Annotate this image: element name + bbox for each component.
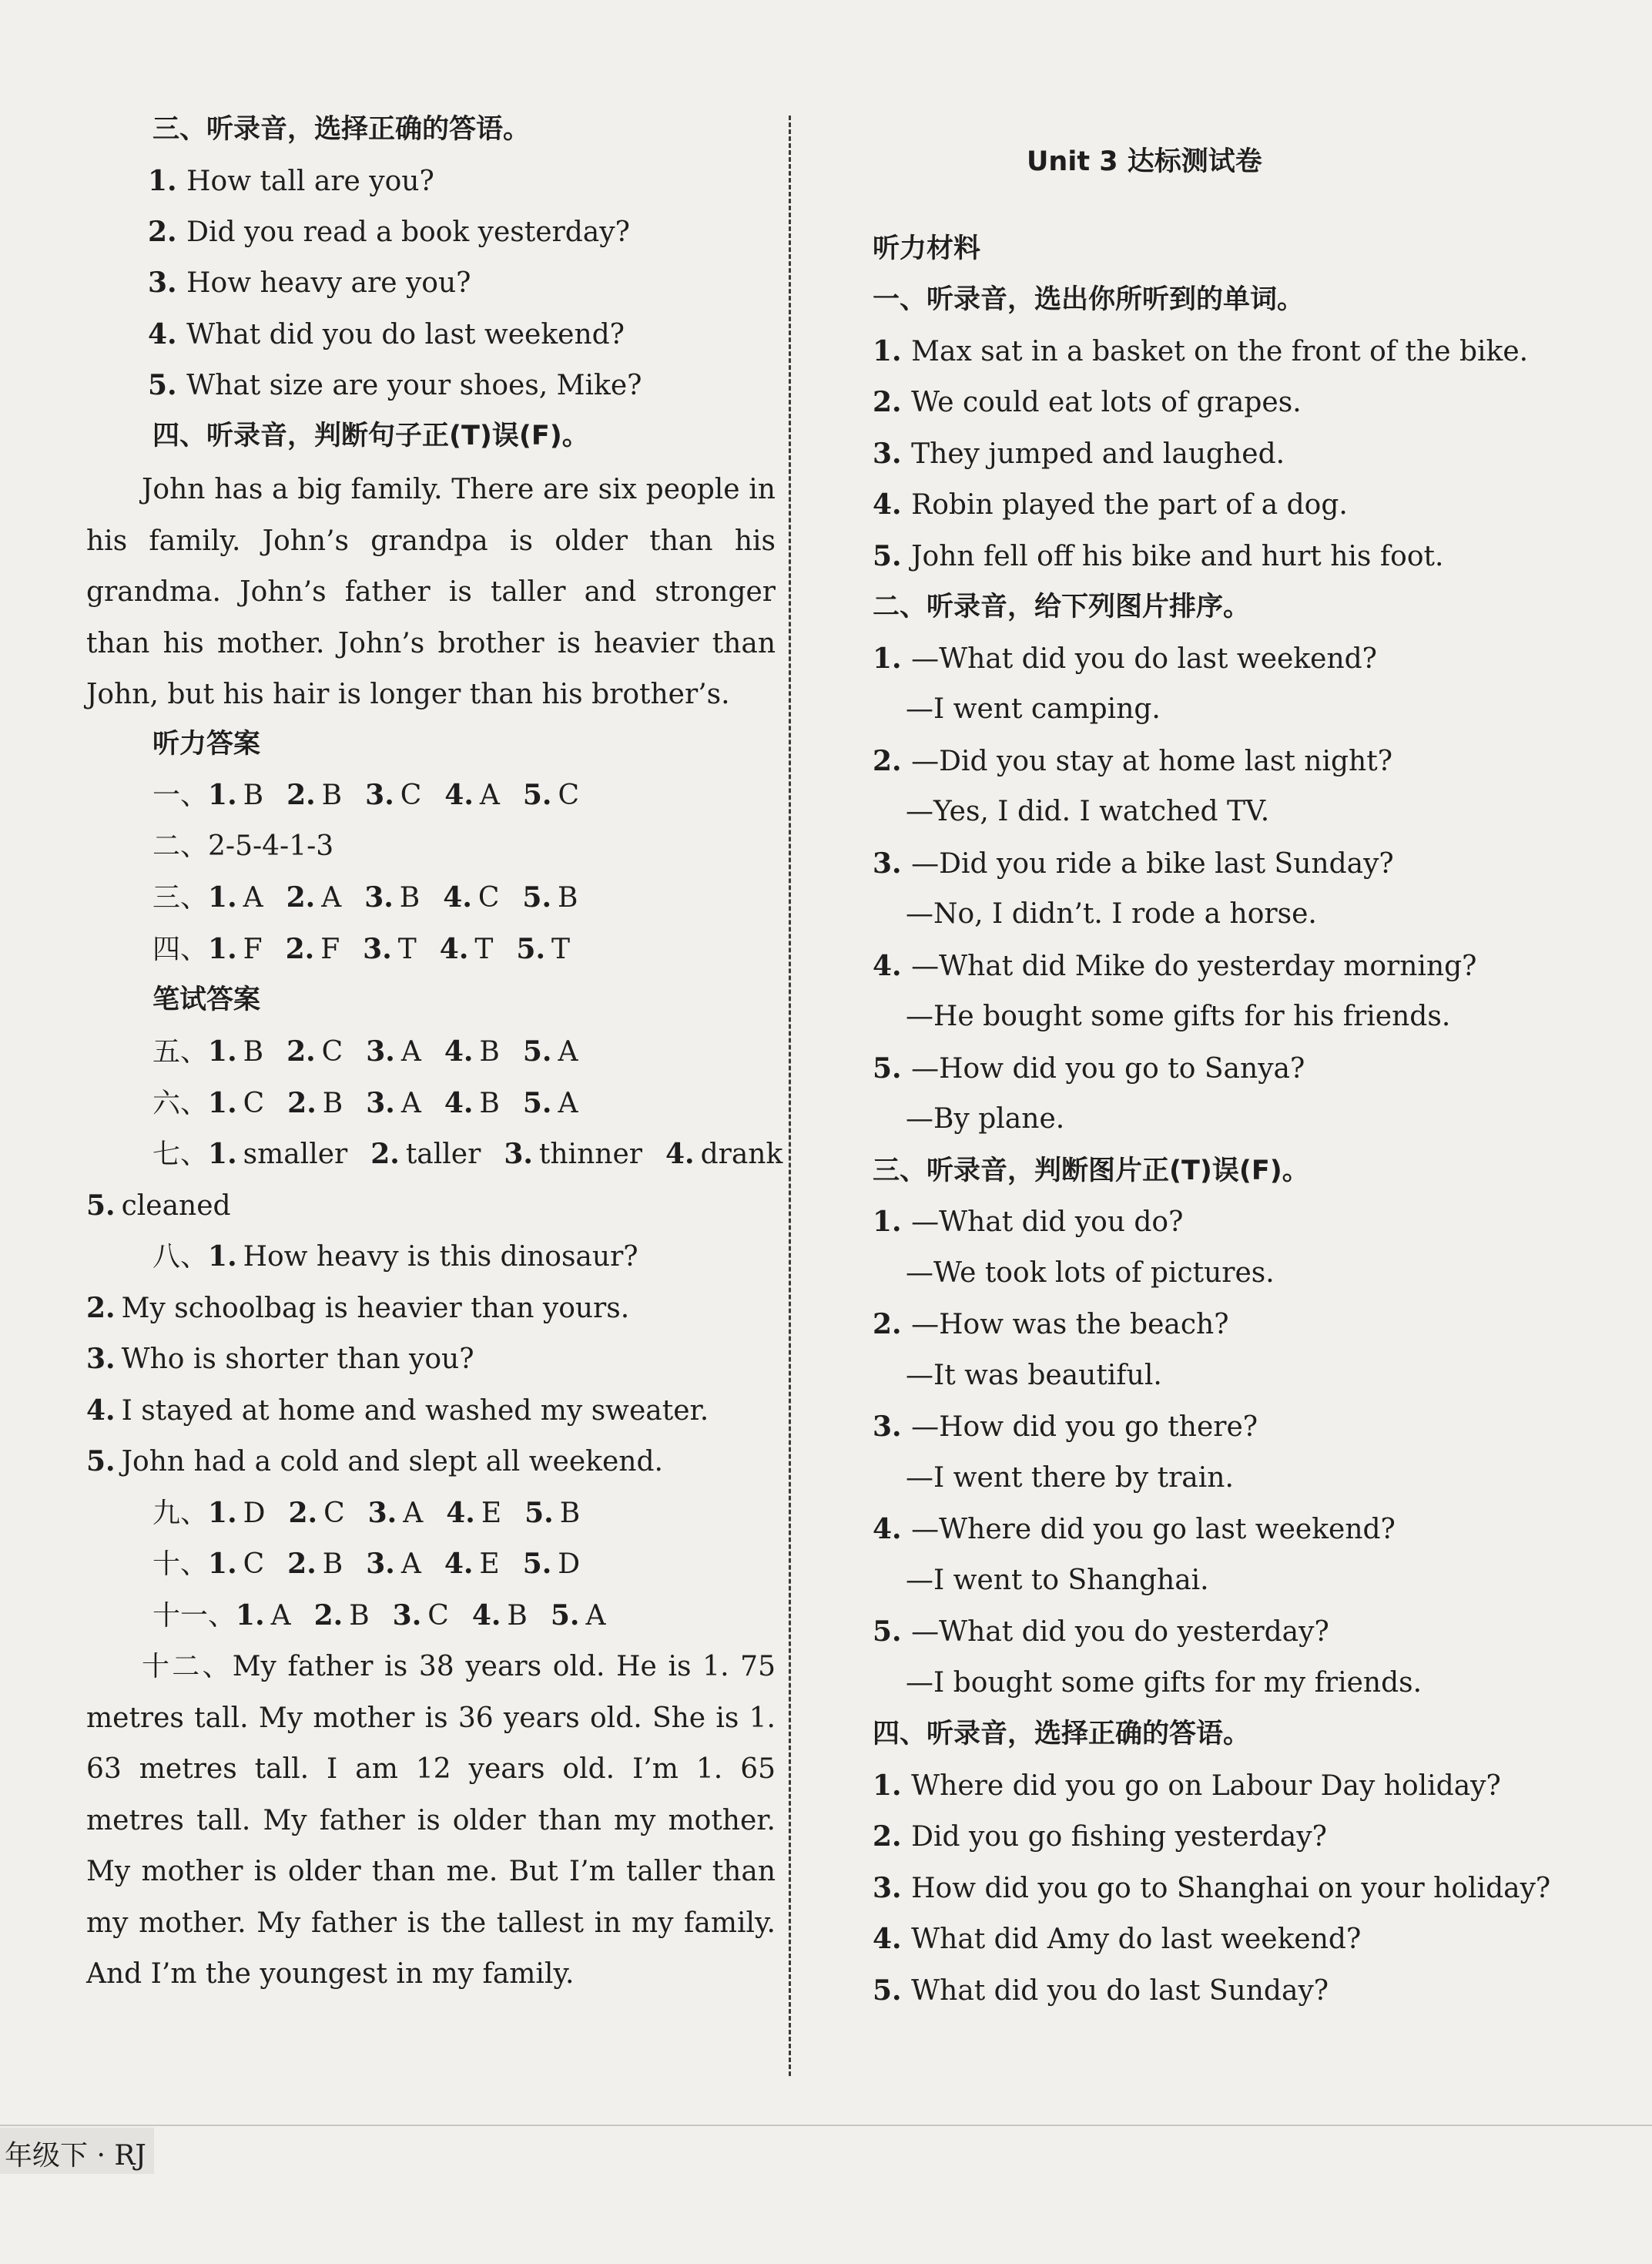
- answer-item: [287, 882, 342, 914]
- answer-number: 4.: [439, 932, 469, 965]
- list-item: [906, 1102, 1064, 1136]
- list-item: [906, 1666, 1422, 1700]
- list-item: [873, 1922, 1361, 1957]
- answer-value: T: [551, 933, 570, 965]
- answer-line: [86, 1189, 231, 1223]
- answer-number: 4.: [444, 1086, 474, 1119]
- item-text: —I went there by train.: [906, 1461, 1234, 1494]
- item-text: What did you do last Sunday?: [911, 1974, 1329, 2007]
- item-text: —Did you stay at home last night?: [911, 745, 1392, 777]
- answer-item: [504, 1139, 642, 1170]
- list-item: [906, 1256, 1275, 1290]
- answer-item: [440, 934, 494, 965]
- answer-number: 1.: [208, 1548, 237, 1580]
- list-item: [873, 1615, 1329, 1649]
- answer-item: [208, 882, 263, 914]
- answer-value: A: [558, 1087, 578, 1119]
- answer-item: [208, 1088, 264, 1119]
- answer-item: [86, 1190, 231, 1222]
- list-item: [873, 1871, 1550, 1906]
- answer-prefix: 五、: [152, 1036, 209, 1068]
- list-item: [873, 437, 1285, 471]
- answer-line: [152, 1496, 580, 1531]
- answer-number: 3.: [86, 1343, 116, 1375]
- list-item: [873, 539, 1443, 574]
- answer-number: 3.: [366, 1086, 395, 1119]
- answer-value: cleaned: [121, 1189, 231, 1222]
- column-divider: [789, 116, 791, 2076]
- list-item: [873, 1769, 1501, 1803]
- answer-item: [523, 1088, 578, 1119]
- list-item: [873, 1512, 1396, 1547]
- answer-item: [472, 1600, 528, 1632]
- answer-line: [152, 778, 579, 813]
- answer-value: B: [507, 1599, 528, 1632]
- item-text: Max sat in a basket on the front of the bike.: [911, 335, 1529, 367]
- list-item: [906, 897, 1317, 931]
- item-text: —No, I didn’t. I rode a horse.: [906, 898, 1317, 930]
- item-text: —What did you do?: [911, 1206, 1184, 1238]
- item-number: 2.: [873, 1308, 912, 1340]
- answer-value: C: [243, 1548, 265, 1580]
- list-item: 4. What did you do last weekend?: [148, 318, 625, 351]
- answer-number: 5.: [524, 1496, 554, 1529]
- item-text: How did you go to Shanghai on your holiday?: [911, 1872, 1551, 1904]
- answer-number: 4.: [443, 881, 472, 914]
- answer-value: F: [320, 933, 340, 965]
- list-item: [873, 847, 1394, 881]
- answer-number: 4.: [665, 1138, 695, 1170]
- answer-value: A: [400, 1036, 421, 1068]
- page-title: Unit 3 达标测试卷: [1027, 146, 1262, 177]
- answer-item: [366, 1036, 421, 1068]
- footer-label-text: 年级下 · RJ: [5, 2140, 146, 2172]
- answer-value: B: [399, 882, 421, 914]
- answer-value: C: [400, 780, 422, 811]
- section-4-heading: 四、听录音，判断句子正(T)误(F)。: [152, 421, 589, 451]
- answer-number: 5.: [522, 1086, 552, 1119]
- answer-line: [152, 1598, 605, 1633]
- answer-number: 1.: [236, 1598, 265, 1632]
- list-item: 1. How tall are you?: [148, 165, 434, 197]
- answer-value: Who is shorter than you?: [121, 1343, 474, 1375]
- answer-number: 1.: [208, 1240, 237, 1273]
- answer-value: T: [474, 933, 494, 965]
- item-text: Did you go fishing yesterday?: [911, 1821, 1327, 1853]
- list-item: [873, 1974, 1329, 2008]
- answer-line: [152, 1137, 782, 1172]
- item-number: 4.: [873, 949, 912, 982]
- item-text: —What did you do yesterday?: [911, 1616, 1329, 1648]
- answer-number: 1.: [208, 1496, 237, 1529]
- section-heading: 二、听录音，给下列图片排序。: [873, 592, 1251, 622]
- list-item: 2. Did you read a book yesterday?: [148, 216, 630, 248]
- answer-value: B: [322, 1087, 343, 1119]
- answer-value: F: [243, 933, 263, 965]
- list-item: [873, 1410, 1258, 1444]
- answer-value: A: [403, 1497, 424, 1529]
- item-text: We could eat lots of grapes.: [911, 387, 1302, 418]
- answer-item: [86, 1446, 663, 1477]
- answer-number: 3.: [504, 1138, 533, 1170]
- item-number: 5.: [873, 1974, 912, 2007]
- item-text: Where did you go on Labour Day holiday?: [911, 1769, 1501, 1802]
- answer-item: [86, 1293, 629, 1324]
- section-heading: 四、听录音，选择正确的答语。: [873, 1719, 1251, 1749]
- answer-value: C: [558, 780, 580, 811]
- answer-value: B: [558, 882, 578, 914]
- answer-item: [524, 1498, 580, 1529]
- written-answers-heading: 笔试答案: [152, 984, 261, 1015]
- answer-item: [444, 1088, 500, 1119]
- answer-item: [86, 1343, 474, 1375]
- item-text: —It was beautiful.: [906, 1359, 1162, 1391]
- list-item: [906, 1461, 1234, 1495]
- answer-number: 5.: [86, 1445, 116, 1477]
- list-item: 3. How heavy are you?: [148, 267, 471, 299]
- answer-number: 1.: [208, 932, 237, 965]
- answer-item: [368, 1498, 424, 1529]
- section-12-prefix: 十二、: [142, 1651, 233, 1682]
- answer-number: 5.: [522, 1548, 552, 1580]
- answer-prefix: 十一、: [152, 1599, 236, 1632]
- answer-item: [370, 1139, 481, 1170]
- answer-line: [152, 1035, 578, 1069]
- answer-value: A: [270, 1599, 291, 1632]
- item-number: 3.: [873, 847, 912, 880]
- answer-item: [208, 1036, 263, 1068]
- list-item: [906, 1564, 1209, 1598]
- answer-item: [287, 1088, 343, 1119]
- list-item: [873, 1307, 1229, 1342]
- answer-number: 2.: [86, 1291, 116, 1324]
- answer-item: [287, 780, 342, 811]
- item-number: 4.: [873, 1513, 912, 1545]
- answer-item: [366, 1548, 421, 1580]
- answer-number: 3.: [366, 1548, 395, 1580]
- answer-value: B: [559, 1497, 581, 1529]
- answer-number: 1.: [208, 881, 237, 914]
- answer-number: 2.: [285, 932, 315, 965]
- answer-item: [208, 1498, 265, 1529]
- list-item: 5. What size are your shoes, Mike?: [148, 369, 642, 401]
- answer-value: E: [481, 1497, 502, 1529]
- answer-value: C: [323, 1497, 345, 1529]
- answer-number: 5.: [86, 1189, 116, 1222]
- answer-value: smaller: [243, 1139, 348, 1170]
- item-text: —I went to Shanghai.: [906, 1564, 1209, 1596]
- answer-number: 1.: [208, 1086, 237, 1119]
- answer-item: [288, 1498, 344, 1529]
- answer-number: 5.: [522, 881, 551, 914]
- answer-value: C: [321, 1036, 343, 1068]
- answer-item: [208, 1548, 264, 1580]
- answer-number: 2.: [287, 1548, 317, 1580]
- answer-value: I stayed at home and washed my sweater.: [121, 1394, 709, 1427]
- answer-number: 4.: [444, 1035, 474, 1068]
- answer-number: 5.: [522, 779, 552, 811]
- answer-value: C: [427, 1599, 449, 1632]
- item-number: 2.: [873, 386, 912, 418]
- answer-line: [152, 830, 333, 864]
- answer-value: How heavy is this dinosaur?: [243, 1241, 638, 1273]
- answer-line: [152, 1086, 578, 1121]
- answer-prefix: 一、: [152, 780, 209, 811]
- answer-prefix: 十、: [152, 1548, 209, 1580]
- answer-number: 5.: [522, 1035, 552, 1068]
- item-text: They jumped and laughed.: [911, 438, 1285, 470]
- answer-number: 4.: [471, 1598, 501, 1632]
- answer-number: 1.: [208, 779, 237, 811]
- item-text: —I went camping.: [906, 693, 1161, 725]
- answer-prefix: 三、: [152, 882, 209, 914]
- answer-value: C: [243, 1087, 265, 1119]
- answer-line: [86, 1291, 629, 1326]
- item-text: —I bought some gifts for my friends.: [906, 1666, 1422, 1699]
- answer-number: 3.: [366, 1035, 395, 1068]
- answer-number: 3.: [363, 932, 392, 965]
- answer-item: [516, 934, 570, 965]
- item-number: 1.: [873, 1206, 912, 1238]
- item-number: 5.: [873, 1052, 912, 1085]
- list-item: [873, 744, 1392, 779]
- answer-item: [365, 780, 421, 811]
- list-item: [873, 385, 1302, 420]
- answer-text: 2-5-4-1-3: [208, 830, 334, 862]
- item-number: 4.: [873, 1923, 912, 1955]
- list-item: [873, 1205, 1183, 1239]
- answer-line: [86, 1342, 474, 1377]
- answer-value: A: [400, 1087, 421, 1119]
- section-12-paragraph: [86, 1642, 776, 2001]
- item-text: Robin played the part of a dog.: [911, 489, 1348, 521]
- item-number: 1.: [873, 1769, 912, 1802]
- answer-line: [86, 1394, 709, 1428]
- answer-prefix: 四、: [152, 933, 209, 965]
- answer-prefix: 六、: [152, 1087, 209, 1119]
- answer-number: 1.: [208, 1035, 237, 1068]
- answer-number: 5.: [550, 1598, 580, 1632]
- section-3-heading: 三、听录音，选择正确的答语。: [152, 114, 531, 145]
- answer-value: B: [243, 1036, 264, 1068]
- item-text: —How was the beach?: [911, 1309, 1229, 1340]
- section-heading: 一、听录音，选出你所听到的单词。: [873, 284, 1305, 315]
- answer-number: 3.: [364, 881, 394, 914]
- answer-item: [363, 934, 417, 965]
- item-text: —We took lots of pictures.: [906, 1256, 1275, 1289]
- item-number: 3.: [873, 437, 912, 470]
- answer-number: 4.: [86, 1394, 116, 1427]
- answer-value: A: [243, 882, 263, 914]
- answer-item: [522, 882, 578, 914]
- answer-number: 4.: [444, 1548, 474, 1580]
- answer-value: B: [479, 1036, 500, 1068]
- answer-number: 2.: [287, 779, 316, 811]
- item-text: —He bought some gifts for his friends.: [906, 1001, 1451, 1032]
- list-item: [873, 949, 1476, 984]
- list-item: [873, 1052, 1305, 1086]
- answer-item: [208, 1139, 347, 1170]
- item-number: 5.: [873, 1615, 912, 1648]
- list-item: [906, 795, 1269, 829]
- answer-value: D: [243, 1497, 266, 1529]
- section-heading: 三、听录音，判断图片正(T)误(F)。: [873, 1155, 1309, 1186]
- answer-number: 4.: [444, 779, 474, 811]
- answer-prefix: 九、: [152, 1497, 209, 1529]
- answer-value: B: [479, 1087, 500, 1119]
- item-number: 5.: [873, 539, 912, 572]
- listening-answers-heading: 听力答案: [152, 729, 261, 760]
- item-text: —How did you go to Sanya?: [911, 1052, 1305, 1085]
- item-text: —Yes, I did. I watched TV.: [906, 796, 1270, 827]
- answer-item: [314, 1600, 370, 1632]
- answer-item: [523, 780, 579, 811]
- answer-item: [286, 934, 340, 965]
- answer-item: [551, 1600, 606, 1632]
- section-12-text: My father is 38 years old. He is 1. 75 metres tall. My mother is 36 years old. She is 1. 63 metres tall. I am 12 years old. I’m 1. 65 metres tall. My father is older than my mother. My mother is older than me. But I’m taller than my mother. My father is the tallest in my family. And I’m the youngest in my family.: [86, 1651, 776, 1990]
- item-number: 1.: [873, 334, 912, 367]
- answer-value: John had a cold and slept all weekend.: [121, 1446, 663, 1477]
- item-text: —What did you do last weekend?: [911, 642, 1377, 675]
- answer-prefix: 二、: [152, 830, 209, 862]
- item-number: 1.: [873, 642, 912, 675]
- answer-item: [446, 1498, 501, 1529]
- answer-item: [364, 882, 420, 914]
- answer-value: C: [478, 882, 500, 914]
- answer-value: My schoolbag is heavier than yours.: [121, 1292, 630, 1324]
- answer-item: [236, 1600, 291, 1632]
- answer-number: 2.: [288, 1496, 318, 1529]
- list-item: [873, 1820, 1327, 1854]
- answer-value: E: [479, 1548, 500, 1580]
- answer-line: [152, 1239, 638, 1274]
- answer-value: B: [322, 1548, 343, 1580]
- answer-item: [443, 882, 499, 914]
- answer-item: [444, 780, 500, 811]
- answer-number: 2.: [287, 1035, 316, 1068]
- answer-value: A: [400, 1548, 421, 1580]
- answer-item: [86, 1395, 709, 1427]
- answer-line: [152, 880, 578, 915]
- answer-item: [366, 1088, 421, 1119]
- answer-item: [444, 1548, 500, 1580]
- answer-number: 3.: [365, 779, 394, 811]
- answer-number: 3.: [367, 1496, 397, 1529]
- listening-material-heading: 听力材料: [873, 233, 981, 264]
- answer-item: [665, 1139, 782, 1170]
- item-number: 3.: [873, 1871, 912, 1904]
- answer-item: [287, 1548, 343, 1580]
- item-text: —How did you go there?: [911, 1411, 1258, 1443]
- section-4-paragraph: John has a big family. There are six people in his family. John’s grandpa is older than his grandma. John’s father is taller and stronger than his mother. John’s brother is heavier than John, but his hair is longer than his brother’s.: [86, 474, 776, 710]
- answer-value: B: [349, 1599, 370, 1632]
- answer-item: [287, 1036, 343, 1068]
- answer-prefix: 七、: [152, 1139, 209, 1170]
- answer-line: [86, 1444, 663, 1479]
- answer-number: 1.: [208, 1138, 237, 1170]
- answer-number: 3.: [392, 1598, 422, 1632]
- list-item: [873, 334, 1528, 369]
- item-text: —Where did you go last weekend?: [911, 1514, 1396, 1545]
- answer-value: thinner: [538, 1139, 642, 1170]
- item-number: 2.: [873, 1820, 912, 1853]
- list-item: [873, 642, 1377, 676]
- answer-value: A: [479, 780, 500, 811]
- answer-line: [152, 1547, 580, 1581]
- answer-item: [523, 1548, 580, 1580]
- answer-number: 4.: [446, 1496, 475, 1529]
- answer-value: T: [397, 933, 417, 965]
- item-text: —Did you ride a bike last Sunday?: [911, 847, 1394, 880]
- item-number: 3.: [873, 1410, 912, 1443]
- item-text: —What did Mike do yesterday morning?: [911, 950, 1477, 982]
- answer-item: [208, 934, 263, 965]
- list-item: [906, 693, 1161, 726]
- list-item: [906, 1359, 1162, 1393]
- answer-prefix: 八、: [152, 1241, 209, 1273]
- item-text: —By plane.: [906, 1103, 1065, 1135]
- answer-number: 2.: [370, 1138, 400, 1170]
- answer-number: 5.: [516, 932, 545, 965]
- answer-item: [523, 1036, 578, 1068]
- answer-item: [393, 1600, 449, 1632]
- item-text: What did Amy do last weekend?: [911, 1924, 1362, 1955]
- answer-value: drank: [700, 1139, 783, 1170]
- answer-value: D: [558, 1548, 581, 1580]
- list-item: [873, 488, 1348, 522]
- answer-item: [208, 780, 263, 811]
- footer-label: [0, 2128, 154, 2174]
- answer-value: B: [243, 780, 264, 811]
- answer-value: A: [585, 1599, 606, 1632]
- answer-number: 2.: [287, 1086, 317, 1119]
- footer-rule: [0, 2125, 1652, 2126]
- answer-item: [444, 1036, 500, 1068]
- answer-value: A: [558, 1036, 578, 1068]
- answer-number: 2.: [286, 881, 316, 914]
- answer-line: [152, 932, 570, 967]
- answer-item: [208, 1241, 638, 1273]
- item-number: 2.: [873, 744, 912, 777]
- item-text: John fell off his bike and hurt his foot.: [911, 540, 1444, 572]
- answer-value: B: [321, 780, 343, 811]
- answer-value: A: [321, 882, 342, 914]
- answer-number: 2.: [313, 1598, 343, 1632]
- list-item: [906, 1000, 1450, 1034]
- answer-value: taller: [405, 1139, 481, 1170]
- item-number: 4.: [873, 488, 912, 521]
